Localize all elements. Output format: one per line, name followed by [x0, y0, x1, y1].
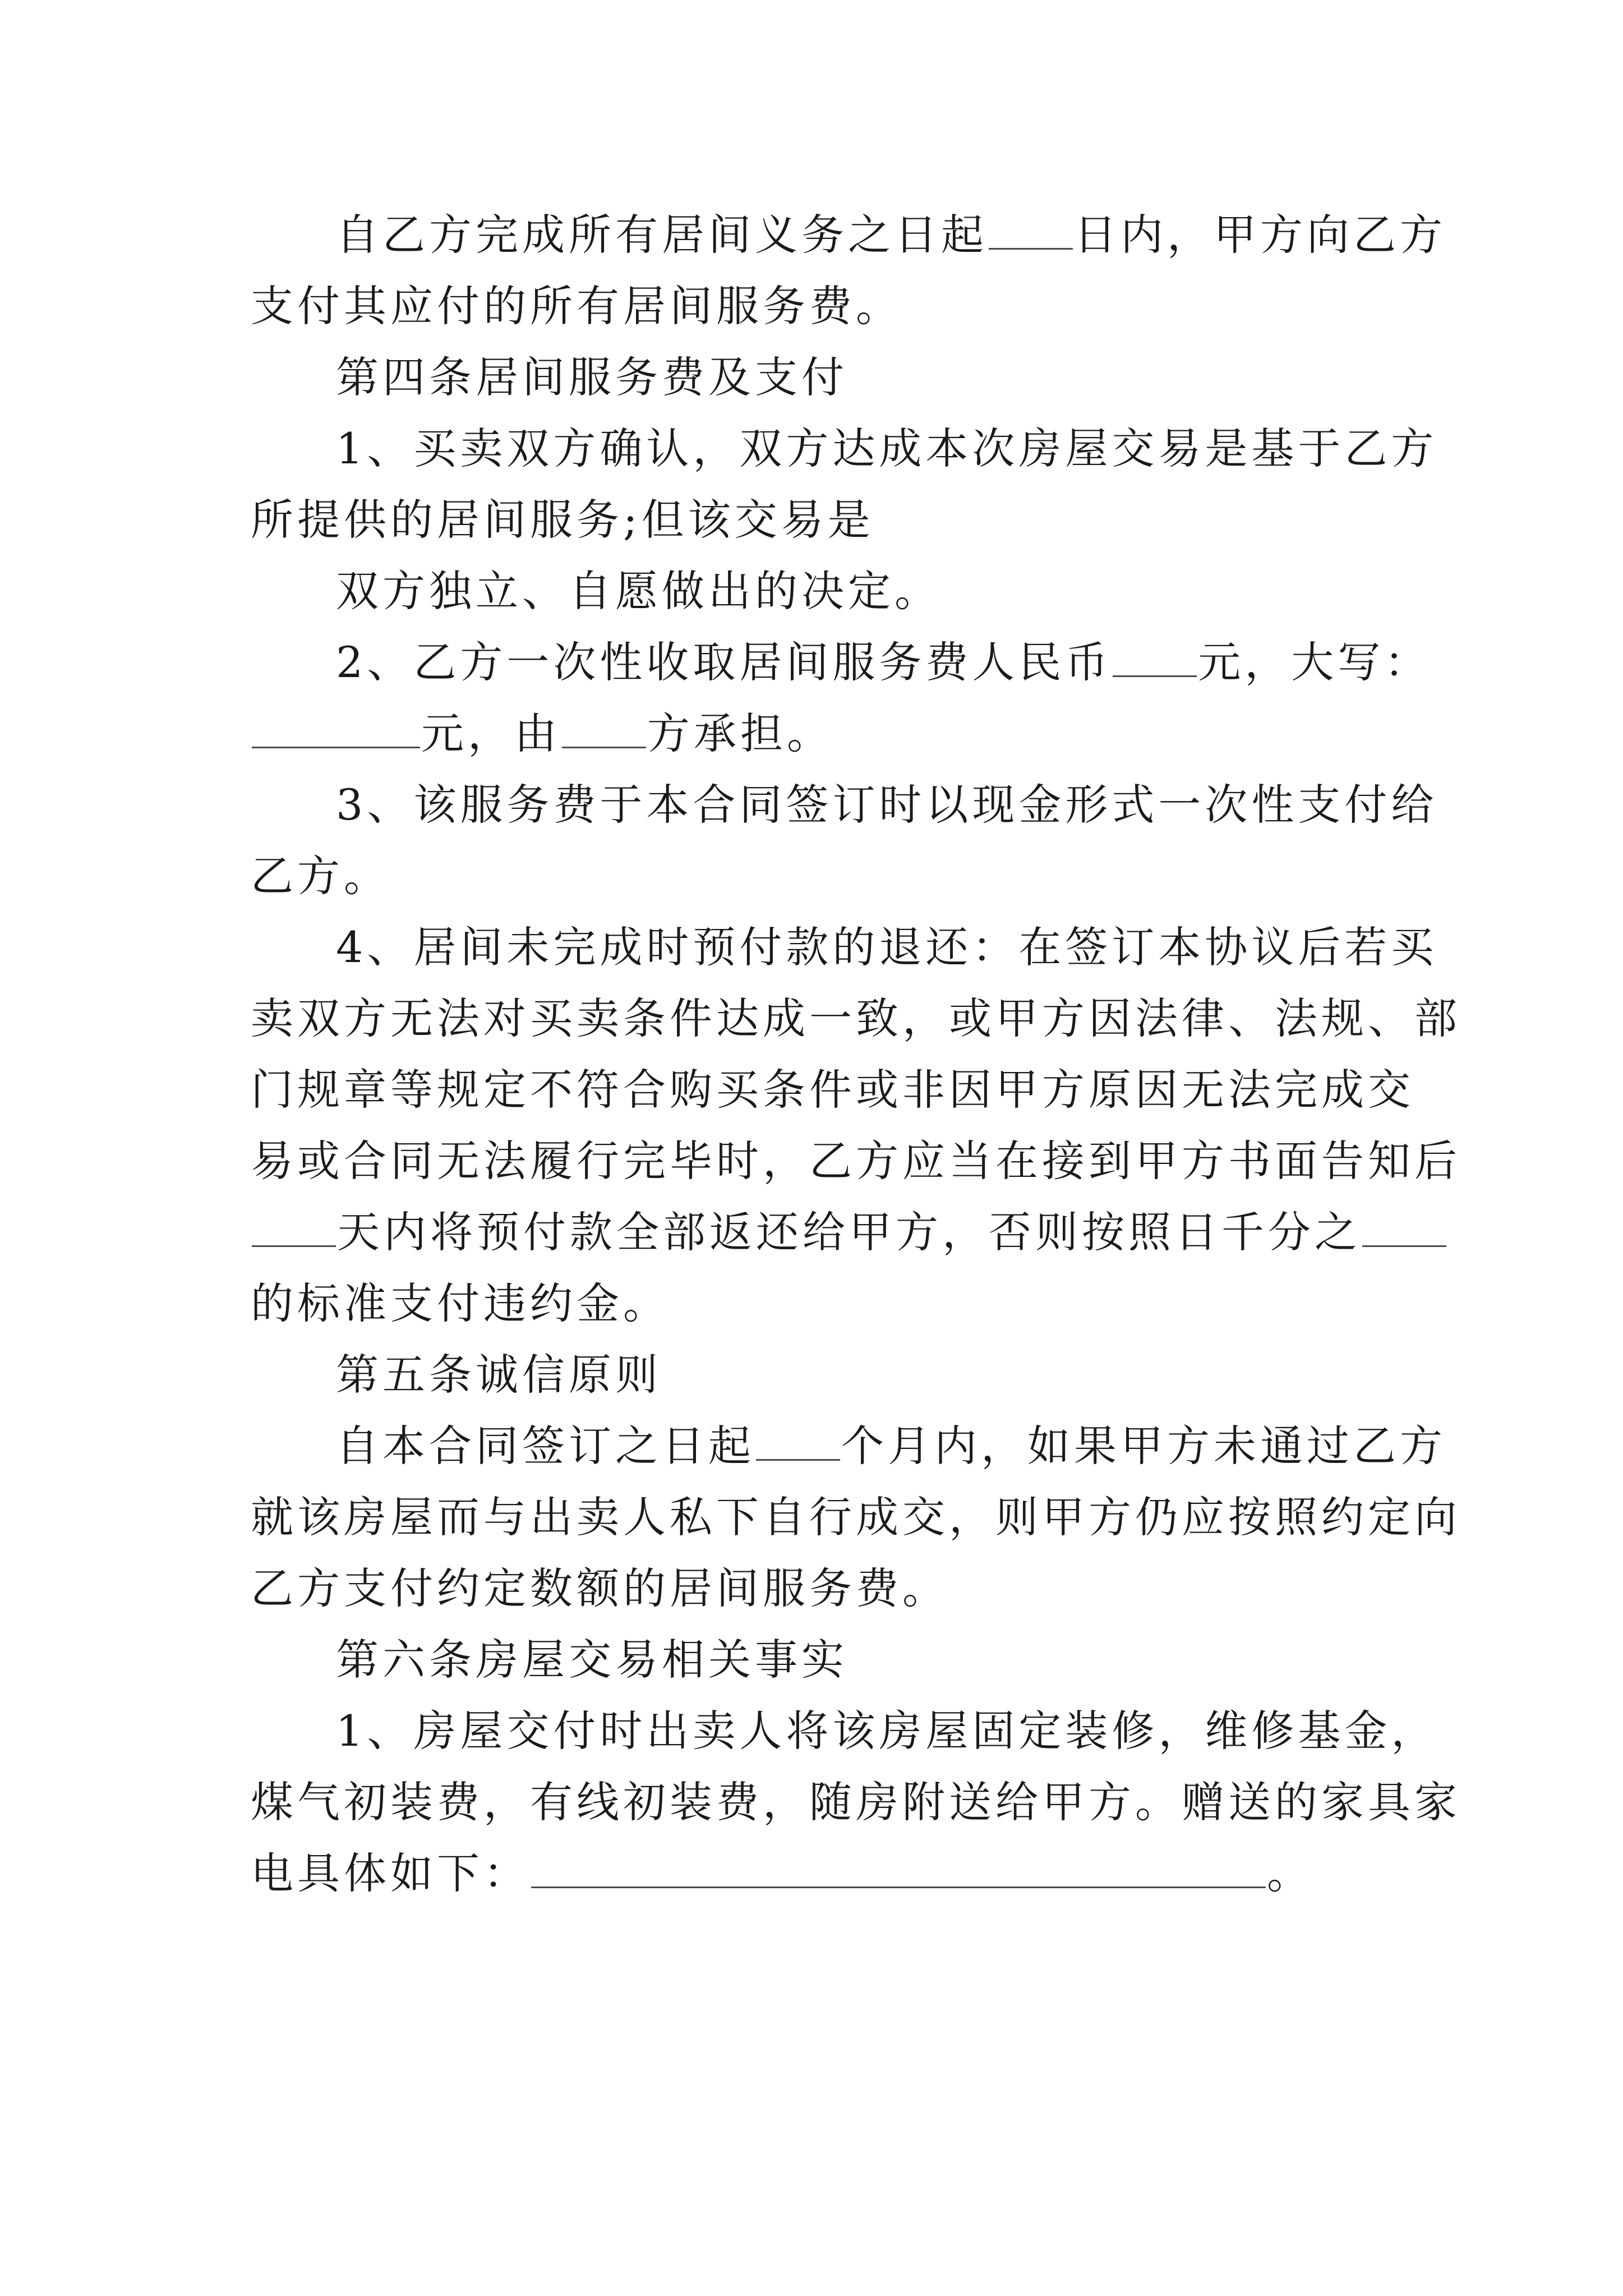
art5-line-1	[251, 1410, 1446, 1481]
text-run: 2、乙方一次性收取居间服务费人民币	[336, 637, 1112, 687]
text-run: 个月内，如果甲方未通过乙方	[841, 1421, 1446, 1471]
fill-blank[interactable]	[252, 1208, 336, 1247]
art4-item4-line-2: 卖双方无法对买卖条件达成一致，或甲方因法律、法规、部	[251, 993, 1461, 1043]
art4-item1-line-2: 所提供的居间服务;但该交易是	[251, 495, 874, 545]
art4-item4-line-1: 4、居间未完成时预付款的退还：在签订本协议后若买	[336, 922, 1438, 972]
art6-item1-line-1: 1、房屋交付时出卖人将该房屋固定装修，维修基金，	[336, 1706, 1438, 1756]
art4-item3-line-1: 3、该服务费于本合同签订时以现金形式一次性支付给	[336, 780, 1438, 830]
art4-item2-line-2	[251, 698, 1384, 769]
text-run: 自乙方完成所有居间义务之日起	[336, 210, 988, 260]
intro-line-2: 支付其应付的所有居间服务费。	[251, 281, 902, 331]
art4-item2-line-1	[251, 627, 1431, 698]
art5-line-2: 就该房屋而与出卖人私下自行成交，则甲方仍应按照约定向	[251, 1492, 1461, 1542]
art4-item1-line-1: 1、买卖双方确认，双方达成本次房屋交易是基于乙方	[336, 424, 1438, 473]
text-run: 元，大写：	[1198, 637, 1431, 687]
art4-item1-line-3: 双方独立、自愿做出的决定。	[336, 566, 941, 616]
document-page	[251, 199, 1461, 1909]
fill-blank[interactable]	[531, 1849, 1266, 1888]
art4-item4-line-6: 的标准支付违约金。	[251, 1278, 670, 1328]
fill-blank[interactable]	[252, 710, 420, 748]
intro-line-1	[251, 199, 1446, 270]
text-run: 方承担。	[647, 708, 833, 758]
fill-blank[interactable]	[989, 211, 1073, 250]
fill-blank[interactable]	[1113, 638, 1197, 677]
text-run: 元，由	[421, 708, 561, 758]
fill-blank[interactable]	[1362, 1208, 1446, 1247]
art6-item1-line-3	[251, 1838, 1384, 1909]
article-5-heading: 第五条诚信原则	[336, 1350, 662, 1400]
art6-item1-line-2: 煤气初装费，有线初装费，随房附送给甲方。赠送的家具家	[251, 1777, 1461, 1827]
art5-line-3: 乙方支付约定数额的居间服务费。	[251, 1563, 949, 1613]
text-run: 电具体如下：	[251, 1848, 530, 1898]
article-4-heading: 第四条居间服务费及支付	[336, 352, 848, 402]
art4-item4-line-3: 门规章等规定不符合购买条件或非因甲方原因无法完成交	[251, 1065, 1414, 1115]
fill-blank[interactable]	[562, 710, 646, 748]
art4-item4-line-5	[251, 1197, 1384, 1268]
text-run: 天内将预付款全部返还给甲方，否则按照日千分之	[337, 1207, 1361, 1257]
text-run: 自本合同签订之日起	[336, 1421, 755, 1471]
art4-item4-line-4: 易或合同无法履行完毕时，乙方应当在接到甲方书面告知后	[251, 1136, 1461, 1186]
art4-item3-line-2: 乙方。	[251, 851, 390, 901]
article-6-heading: 第六条房屋交易相关事实	[336, 1635, 848, 1685]
text-run: 日内，甲方向乙方	[1074, 210, 1446, 260]
text-run: 。	[1267, 1848, 1313, 1898]
fill-blank[interactable]	[756, 1422, 840, 1461]
